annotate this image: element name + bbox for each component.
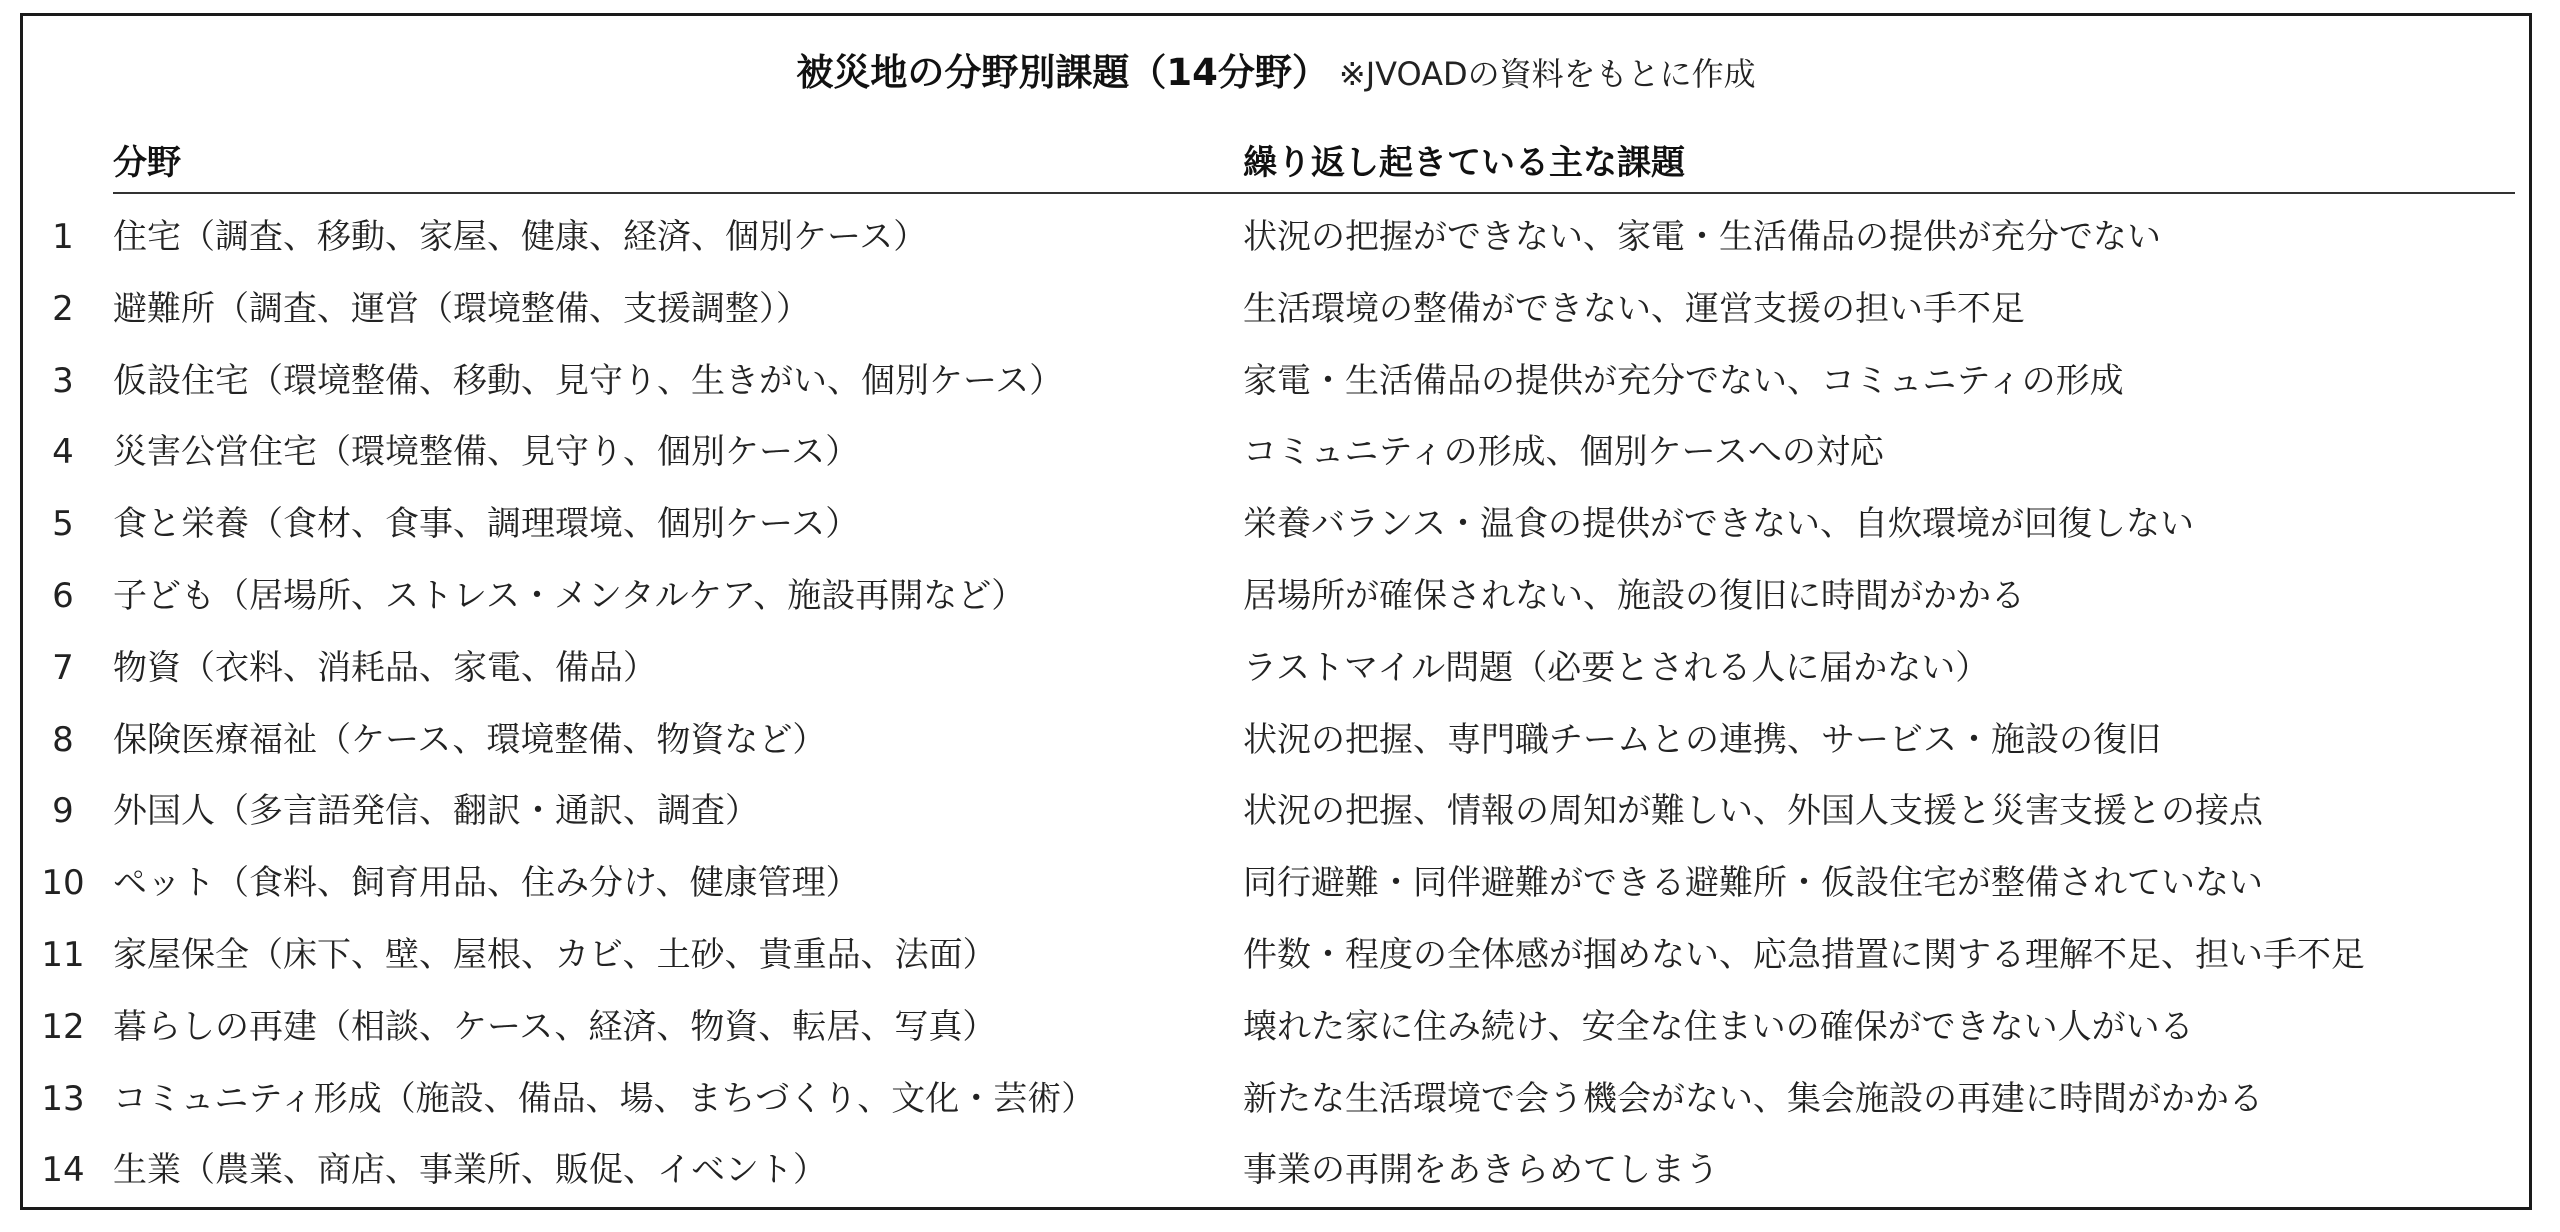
table-row (23, 417, 2529, 489)
row-issue: 件数・程度の全体感が掴めない、応急措置に関する理解不足、担い手不足 (1243, 934, 2365, 975)
row-number: 12 (41, 1006, 85, 1047)
row-field: ペット（食料、飼育用品、住み分け、健康管理） (113, 863, 860, 904)
row-issue: 状況の把握、情報の周知が難しい、外国人支援と災害支援との接点 (1243, 791, 2263, 832)
table-row (23, 489, 2529, 561)
row-number: 6 (52, 575, 74, 616)
row-field: 家屋保全（床下、壁、屋根、カビ、土砂、貴重品、法面） (113, 934, 997, 975)
table-row (23, 1064, 2529, 1136)
issue-table (23, 202, 2529, 1207)
row-field: 食と栄養（食材、食事、調理環境、個別ケース） (113, 504, 860, 545)
row-issue: 状況の把握ができない、家電・生活備品の提供が充分でない (1243, 217, 2161, 257)
row-issue: 壊れた家に住み続け、安全な住まいの確保ができない人がいる (1243, 1006, 2194, 1047)
row-field: 保険医療福祉（ケース、環境整備、物資など） (113, 719, 827, 760)
column-header-issue: 繰り返し起きている主な課題 (1243, 143, 1685, 183)
table-row (23, 633, 2529, 705)
table-row (23, 776, 2529, 848)
row-number: 11 (41, 934, 85, 975)
row-number: 14 (41, 1150, 85, 1191)
row-number: 10 (41, 863, 85, 904)
document-frame (20, 13, 2532, 1210)
row-issue: 栄養バランス・温食の提供ができない、自炊環境が回復しない (1243, 504, 2194, 545)
title-main: 被災地の分野別課題（14分野） (796, 51, 1329, 94)
row-number: 3 (52, 360, 74, 401)
column-header-field: 分野 (113, 143, 181, 183)
row-number: 9 (52, 791, 74, 832)
table-row (23, 202, 2529, 274)
table-row (23, 705, 2529, 777)
table-row (23, 346, 2529, 418)
row-field: 物資（衣料、消耗品、家電、備品） (113, 647, 657, 688)
row-field: 暮らしの再建（相談、ケース、経済、物資、転居、写真） (113, 1006, 997, 1047)
row-number: 7 (52, 647, 74, 688)
row-issue: 居場所が確保されない、施設の復旧に時間がかかる (1243, 575, 2025, 616)
row-issue: ラストマイル問題（必要とされる人に届かない） (1243, 647, 1990, 688)
table-row (23, 561, 2529, 633)
row-number: 2 (52, 288, 74, 329)
row-issue: コミュニティの形成、個別ケースへの対応 (1243, 432, 1884, 473)
row-field: 仮設住宅（環境整備、移動、見守り、生きがい、個別ケース） (113, 360, 1064, 401)
row-issue: 家電・生活備品の提供が充分でない、コミュニティの形成 (1243, 360, 2124, 401)
header-divider (113, 192, 2515, 194)
row-issue: 事業の再開をあきらめてしまう (1243, 1150, 1719, 1191)
row-field: 災害公営住宅（環境整備、見守り、個別ケース） (113, 432, 860, 473)
row-field: 外国人（多言語発信、翻訳・通訳、調査） (113, 791, 759, 832)
row-number: 13 (41, 1078, 85, 1119)
row-issue: 同行避難・同伴避難ができる避難所・仮設住宅が整備されていない (1243, 863, 2263, 904)
row-number: 1 (52, 217, 74, 257)
document-title (23, 38, 2529, 108)
table-row (23, 920, 2529, 992)
row-field: 避難所（調査、運営（環境整備、支援調整）） (113, 288, 810, 329)
row-issue: 生活環境の整備ができない、運営支援の担い手不足 (1243, 288, 2025, 329)
row-field: 生業（農業、商店、事業所、販促、イベント） (113, 1150, 827, 1191)
table-row (23, 992, 2529, 1064)
row-field: 住宅（調査、移動、家屋、健康、経済、個別ケース） (113, 217, 928, 257)
title-source-note: ※JVOADの資料をもとに作成 (1338, 55, 1756, 93)
row-field: コミュニティ形成（施設、備品、場、まちづくり、文化・芸術） (113, 1078, 1096, 1119)
row-field: 子ども（居場所、ストレス・メンタルケア、施設再開など） (113, 575, 1026, 616)
row-issue: 状況の把握、専門職チームとの連携、サービス・施設の復旧 (1243, 719, 2161, 760)
row-issue: 新たな生活環境で会う機会がない、集会施設の再建に時間がかかる (1243, 1078, 2263, 1119)
row-number: 5 (52, 504, 74, 545)
row-number: 4 (52, 432, 74, 473)
table-row (23, 274, 2529, 346)
table-row (23, 848, 2529, 920)
row-number: 8 (52, 719, 74, 760)
table-row (23, 1135, 2529, 1207)
